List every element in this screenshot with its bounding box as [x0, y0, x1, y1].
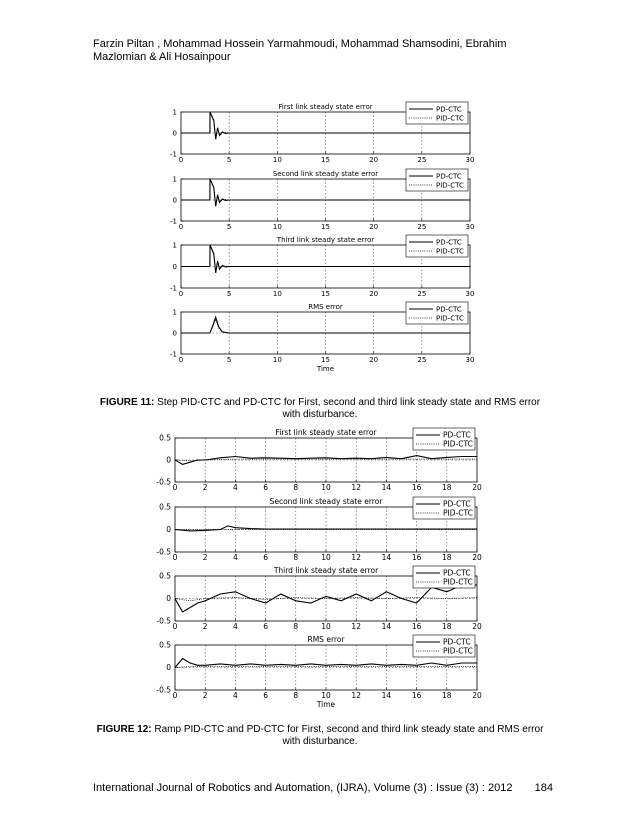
legend-label: PD-CTC	[443, 430, 471, 440]
x-tick-label: 20	[472, 691, 482, 700]
x-tick-label: 25	[417, 156, 427, 164]
x-tick-label: 5	[226, 156, 232, 164]
x-tick-label: 10	[321, 483, 331, 492]
legend	[413, 428, 475, 450]
panel-title: Second link steady state error	[269, 497, 383, 506]
x-tick-label: 10	[272, 156, 282, 164]
y-tick-label: -1	[170, 284, 177, 293]
x-tick-label: 12	[351, 553, 361, 562]
legend-label: PID-CTC	[443, 577, 473, 587]
legend-label: PID-CTC	[436, 314, 464, 323]
x-tick-label: 8	[293, 483, 299, 492]
y-tick-label: 1	[172, 308, 177, 317]
x-tick-label: 2	[202, 553, 208, 562]
y-tick-label: -1	[170, 150, 177, 159]
page-footer	[93, 782, 553, 795]
y-tick-label: 1	[172, 108, 177, 117]
x-tick-label: 2	[202, 691, 208, 700]
legend	[413, 497, 475, 519]
panel-title: First link steady state error	[275, 428, 377, 437]
y-tick-label: -0.5	[156, 685, 171, 695]
x-axis-label: Time	[316, 700, 336, 709]
x-tick-label: 12	[351, 691, 361, 700]
x-tick-label: 14	[381, 553, 392, 562]
x-tick-label: 6	[263, 553, 268, 562]
x-tick-label: 16	[411, 483, 422, 492]
x-tick-label: 4	[233, 691, 238, 700]
y-tick-label: 0	[166, 525, 171, 534]
legend-label: PID-CTC	[436, 247, 464, 256]
x-tick-label: 18	[442, 553, 452, 562]
x-tick-label: 2	[202, 483, 208, 492]
x-tick-label: 20	[472, 622, 482, 631]
legend-label: PD-CTC	[436, 105, 462, 114]
x-tick-label: 6	[263, 691, 268, 700]
x-tick-label: 8	[293, 622, 299, 631]
legend-label: PID-CTC	[436, 114, 464, 123]
legend-label: PID-CTC	[443, 646, 473, 656]
x-tick-label: 6	[263, 483, 268, 492]
x-tick-label: 18	[442, 622, 452, 631]
panel-title: Third link steady state error	[276, 236, 375, 244]
x-tick-label: 8	[293, 691, 299, 700]
x-tick-label: 0	[172, 691, 178, 700]
legend-label: PD-CTC	[443, 568, 471, 578]
panel-title: Third link steady state error	[273, 566, 379, 575]
y-tick-label: -0.5	[156, 477, 171, 487]
figure-12-label: FIGURE 12:	[96, 724, 152, 735]
legend-label: PID-CTC	[443, 439, 473, 449]
x-tick-label: 20	[369, 156, 379, 164]
x-tick-label: 16	[411, 622, 422, 631]
x-tick-label: 20	[472, 483, 482, 492]
x-tick-label: 5	[226, 223, 232, 231]
y-tick-label: 0	[172, 196, 177, 205]
x-tick-label: 20	[472, 553, 482, 562]
panel-title: RMS error	[307, 635, 345, 644]
y-tick-label: 0.5	[159, 640, 171, 650]
figure-11-label: FIGURE 11:	[99, 397, 155, 408]
x-tick-label: 15	[321, 290, 330, 298]
y-tick-label: -1	[170, 350, 177, 359]
y-tick-label: 0.5	[159, 571, 171, 581]
x-tick-label: 14	[381, 691, 392, 700]
x-tick-label: 25	[417, 290, 427, 298]
x-tick-label: 25	[417, 223, 427, 231]
x-tick-label: 8	[293, 553, 299, 562]
panel-title: Second link steady state error	[272, 170, 379, 178]
figure-11-caption-text: Step PID-CTC and PD-CTC for First, second and third link steady state and RMS error with disturbance.	[154, 397, 541, 420]
x-tick-label: 6	[263, 622, 268, 631]
legend-label: PID-CTC	[443, 508, 473, 518]
y-tick-label: -0.5	[156, 616, 171, 626]
x-tick-label: 0	[178, 356, 184, 364]
chart-panel-2	[156, 497, 482, 562]
legend-label: PD-CTC	[443, 637, 471, 647]
x-tick-label: 30	[465, 290, 475, 298]
x-tick-label: 10	[321, 691, 331, 700]
x-tick-label: 10	[321, 553, 331, 562]
x-tick-label: 10	[272, 356, 282, 364]
y-tick-label: 0.5	[159, 502, 171, 512]
x-tick-label: 12	[351, 483, 361, 492]
x-tick-label: 14	[381, 483, 392, 492]
x-tick-label: 20	[369, 290, 379, 298]
panel-title: RMS error	[308, 303, 343, 311]
x-tick-label: 4	[233, 553, 238, 562]
y-tick-label: 1	[172, 241, 177, 250]
x-tick-label: 10	[272, 223, 282, 231]
x-tick-label: 16	[411, 553, 422, 562]
legend-label: PD-CTC	[443, 499, 471, 509]
y-tick-label: 0	[166, 594, 171, 603]
x-tick-label: 4	[233, 483, 238, 492]
x-tick-label: 10	[321, 622, 331, 631]
x-tick-label: 12	[351, 622, 361, 631]
x-tick-label: 0	[172, 483, 178, 492]
figure-12-caption-text: Ramp PID-CTC and PD-CTC for First, second and third link steady state and RMS error with disturbance.	[151, 724, 544, 747]
x-tick-label: 10	[272, 290, 282, 298]
journal-citation: International Journal of Robotics and Automation, (IJRA), Volume (3) : Issue (3) : 2012	[93, 782, 513, 794]
x-tick-label: 15	[321, 156, 330, 164]
running-header: Farzin Piltan , Mohammad Hossein Yarmahmoudi, Mohammad Shamsodini, Ebrahim Mazlomian & Ali Hosainpour	[93, 38, 507, 63]
legend-label: PD-CTC	[436, 238, 462, 247]
x-tick-label: 5	[226, 290, 232, 298]
x-tick-label: 20	[369, 223, 379, 231]
chart-panel-3	[156, 566, 482, 631]
legend-label: PD-CTC	[436, 305, 462, 314]
panel-title: First link steady state error	[278, 103, 373, 111]
y-tick-label: 1	[172, 175, 177, 184]
x-tick-label: 0	[178, 156, 184, 164]
y-tick-label: 0	[166, 455, 171, 465]
x-tick-label: 30	[465, 356, 475, 364]
x-tick-label: 30	[465, 156, 475, 164]
figure-12-caption	[95, 724, 545, 748]
x-tick-label: 16	[411, 691, 422, 700]
x-tick-label: 14	[381, 622, 392, 631]
x-tick-label: 0	[172, 553, 178, 562]
x-tick-label: 2	[202, 622, 208, 631]
y-tick-label: 0	[172, 329, 177, 338]
x-tick-label: 15	[321, 223, 330, 231]
chart-panel-1	[156, 428, 482, 492]
x-tick-label: 20	[369, 356, 379, 364]
y-tick-label: 0	[172, 263, 177, 271]
y-tick-label: -1	[170, 217, 177, 226]
chart-panel-4	[156, 635, 482, 700]
x-tick-label: 30	[465, 223, 475, 231]
y-tick-label: 0	[166, 663, 171, 672]
y-tick-label: 0	[172, 129, 177, 138]
y-tick-label: 0.5	[159, 433, 171, 443]
legend	[413, 635, 475, 657]
page-number: 184	[534, 782, 553, 794]
x-tick-label: 5	[226, 356, 232, 364]
x-tick-label: 18	[442, 691, 452, 700]
legend-label: PID-CTC	[436, 181, 464, 190]
legend-label: PD-CTC	[436, 172, 462, 181]
x-tick-label: 0	[172, 622, 178, 631]
y-tick-label: -0.5	[156, 547, 171, 557]
x-tick-label: 0	[178, 223, 184, 231]
x-tick-label: 15	[321, 356, 330, 364]
x-tick-label: 0	[178, 290, 184, 298]
x-tick-label: 25	[417, 356, 427, 364]
x-axis-label: Time	[316, 365, 335, 373]
x-tick-label: 18	[442, 483, 452, 492]
x-tick-label: 4	[233, 622, 238, 631]
legend	[413, 566, 475, 588]
